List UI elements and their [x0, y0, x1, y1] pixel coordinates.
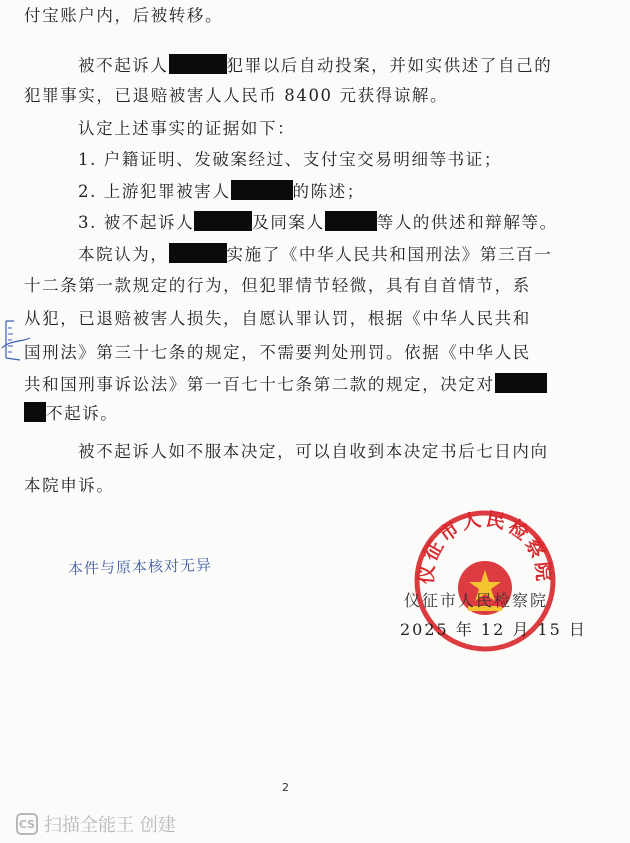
- text-segment: 本院申诉。: [24, 476, 115, 495]
- text-segment: 国刑法》第三十七条的规定，不需要判处刑罚。依据《中华人民: [24, 343, 531, 362]
- text-line: [24, 307, 531, 331]
- text-line: [78, 440, 549, 464]
- text-line: [24, 341, 531, 365]
- text-segment: 等人的供述和辩解等。: [376, 213, 558, 232]
- redaction-bar: [495, 373, 547, 393]
- text-segment: 被不起诉人如不服本决定，可以自收到本决定书后七日内向: [78, 442, 549, 461]
- procuratorate-name: 仪征市人民检察院: [404, 591, 549, 610]
- text-segment: 被不起诉人: [78, 56, 169, 75]
- text-segment: 共和国刑事诉讼法》第一百七十七条第二款的规定，决定对: [24, 375, 495, 394]
- text-segment: 的陈述；: [292, 182, 365, 201]
- text-segment: 2. 上游犯罪被害人: [78, 182, 231, 201]
- text-segment: 本院认为，: [78, 245, 169, 264]
- redaction-bar: [169, 243, 227, 263]
- page-number: 2: [282, 781, 289, 794]
- text-segment: 十二条第一款规定的行为，但犯罪情节轻微，具有自首情节，系: [24, 276, 531, 295]
- redaction-bar: [194, 211, 252, 231]
- redaction-bar: [24, 402, 46, 422]
- text-segment: 付宝账户内，后被转移。: [24, 6, 224, 25]
- camscanner-watermark: [16, 811, 176, 837]
- text-line: [78, 180, 365, 204]
- text-segment: 1. 户籍证明、发破案经过、支付宝交易明细等书证；: [78, 150, 502, 169]
- text-segment: 实施了《中华人民共和国刑法》第三百一: [226, 245, 553, 264]
- text-line: [78, 117, 295, 141]
- seal-text: 仪征市人民检察院: [415, 508, 555, 585]
- text-line: [24, 402, 118, 426]
- text-line: [24, 474, 115, 498]
- copy-verification-stamp: 本件与原本核对无异: [67, 556, 213, 578]
- redaction-bar: [231, 180, 293, 200]
- text-line: [78, 148, 502, 172]
- camscanner-logo-icon: CS: [16, 813, 38, 835]
- text-segment: 犯罪事实，已退赔被害人人民币 8400 元获得谅解。: [24, 86, 449, 105]
- issue-date: 2025 年 12 月 15 日: [400, 620, 587, 639]
- margin-pen-mark: [0, 318, 42, 364]
- text-line: [24, 274, 531, 298]
- redaction-bar: [169, 54, 227, 74]
- text-segment: 认定上述事实的证据如下：: [78, 119, 296, 138]
- text-segment: 及同案人: [252, 213, 325, 232]
- text-segment: 不起诉。: [46, 404, 119, 423]
- watermark-text: 扫描全能王 创建: [44, 815, 176, 836]
- text-line: [24, 4, 223, 28]
- text-segment: 3. 被不起诉人: [78, 213, 195, 232]
- text-line: [78, 54, 552, 78]
- text-line: [24, 373, 547, 397]
- redaction-bar: [325, 211, 377, 231]
- text-line: [24, 84, 448, 108]
- text-segment: 犯罪以后自动投案，并如实供述了自己的: [226, 56, 553, 75]
- text-line: [78, 243, 552, 267]
- text-line: [78, 211, 558, 235]
- text-segment: 从犯，已退赔被害人损失，自愿认罪认罚，根据《中华人民共和: [24, 309, 531, 328]
